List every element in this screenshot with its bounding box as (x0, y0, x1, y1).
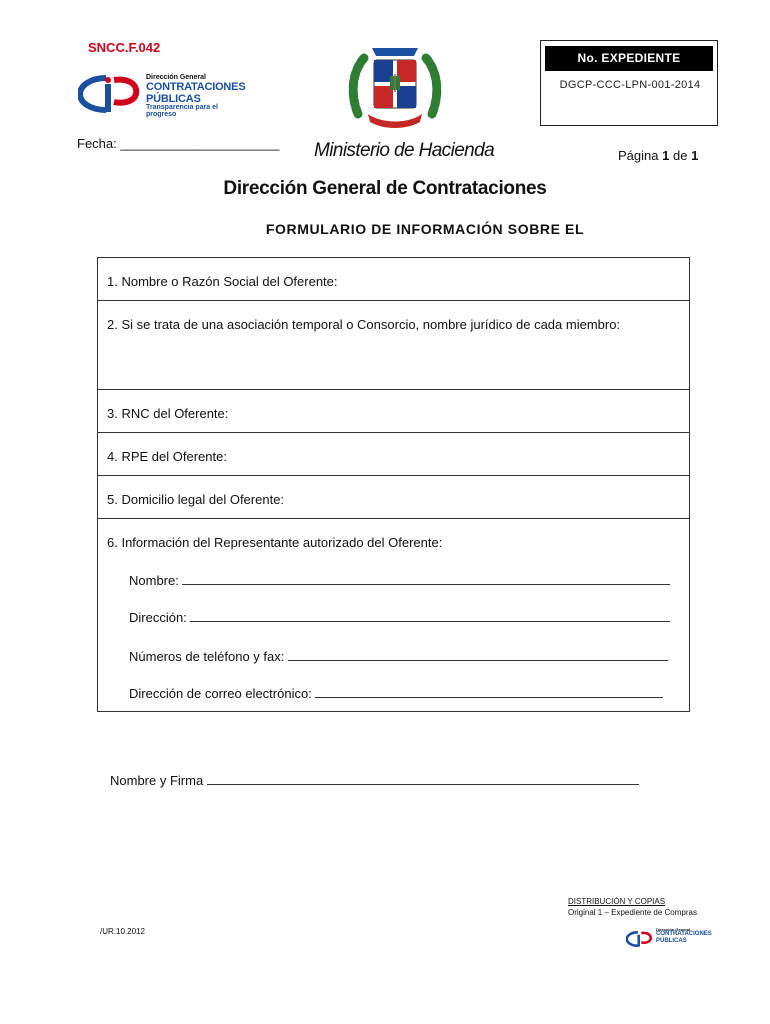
page-total: 1 (691, 148, 699, 163)
expediente-number (541, 79, 719, 92)
logo-line1: CONTRATACIONES (146, 81, 246, 93)
telefono-label: Números de teléfono y fax: (129, 649, 285, 664)
field-row-rpe[interactable] (98, 433, 689, 476)
logo-tagline: Transparencia para el progreso (146, 104, 218, 118)
field-label: 1. Nombre o Razón Social del Oferente: (107, 274, 338, 289)
form-title: FORMULARIO DE INFORMACIÓN SOBRE EL (265, 221, 585, 237)
logo-title (146, 81, 245, 105)
contrataciones-logo (78, 72, 248, 116)
revision-code: /UR.10.2012 (100, 927, 145, 936)
direccion-field[interactable] (129, 609, 670, 625)
direccion-label: Dirección: (129, 610, 187, 625)
field-row-nombre-oferente[interactable] (98, 258, 689, 301)
page-of: de (672, 148, 688, 163)
firma-field[interactable] (110, 772, 639, 788)
nombre-line[interactable] (182, 572, 670, 585)
field-row-domicilio[interactable] (98, 476, 689, 519)
field-label: 5. Domicilio legal del Oferente: (107, 492, 285, 507)
field-label: 4. RPE del Oferente: (107, 449, 227, 464)
field-label: 6. Información del Representante autorizado del Oferente: (107, 535, 443, 550)
field-row-rnc[interactable] (98, 390, 689, 433)
footer-logo-small: Dirección General (656, 927, 691, 932)
field-label: 3. RNC del Oferente: (107, 406, 229, 421)
footer-logo-line1: CONTRATACIONES (656, 931, 712, 937)
form-code: SNCC.F.042 (88, 40, 161, 55)
field-label: 2. Si se trata de una asociación temporal o Consorcio, nombre jurídico de cada miembro: (107, 317, 621, 332)
telefono-line[interactable] (288, 648, 668, 661)
form-table (97, 257, 690, 712)
nombre-field[interactable] (129, 572, 670, 588)
fecha-field[interactable]: Fecha: ______________________ (77, 136, 280, 151)
footer-logo (626, 927, 712, 951)
firma-line[interactable] (207, 772, 639, 785)
page-current: 1 (662, 148, 670, 163)
nombre-label: Nombre: (129, 573, 179, 588)
field-row-consorcio[interactable] (98, 301, 689, 390)
logo-mark-icon (78, 72, 144, 116)
firma-label: Nombre y Firma (110, 773, 204, 788)
field-row-representante (98, 519, 689, 711)
page-label: Página (618, 148, 659, 163)
correo-field[interactable] (129, 685, 663, 701)
expediente-number-text: DGCP-CCC-LPN-001-2014 (559, 79, 701, 91)
page-indicator (618, 148, 698, 163)
direccion-line[interactable] (190, 609, 670, 622)
telefono-field[interactable] (129, 648, 668, 664)
correo-line[interactable] (315, 685, 663, 698)
ministerio-title: Ministerio de Hacienda (314, 140, 495, 161)
distribution-line: Original 1 – Expediente de Compras (568, 908, 697, 917)
footer-logo-title (656, 931, 712, 945)
correo-label: Dirección de correo electrónico: (129, 686, 312, 701)
distribution-note (568, 896, 697, 918)
main-title: Dirección General de Contrataciones (223, 178, 547, 199)
expediente-label: No. EXPEDIENTE (545, 46, 713, 71)
expediente-box (540, 40, 718, 126)
distribution-title: DISTRIBUCIÓN Y COPIAS (568, 897, 666, 906)
logo-line2: PÚBLICAS (146, 93, 201, 105)
logo-small-text: Dirección General (146, 74, 206, 81)
logo-mark-icon (626, 927, 654, 951)
footer-logo-line2: PÚBLICAS (656, 938, 687, 944)
coat-of-arms-icon (348, 44, 442, 132)
